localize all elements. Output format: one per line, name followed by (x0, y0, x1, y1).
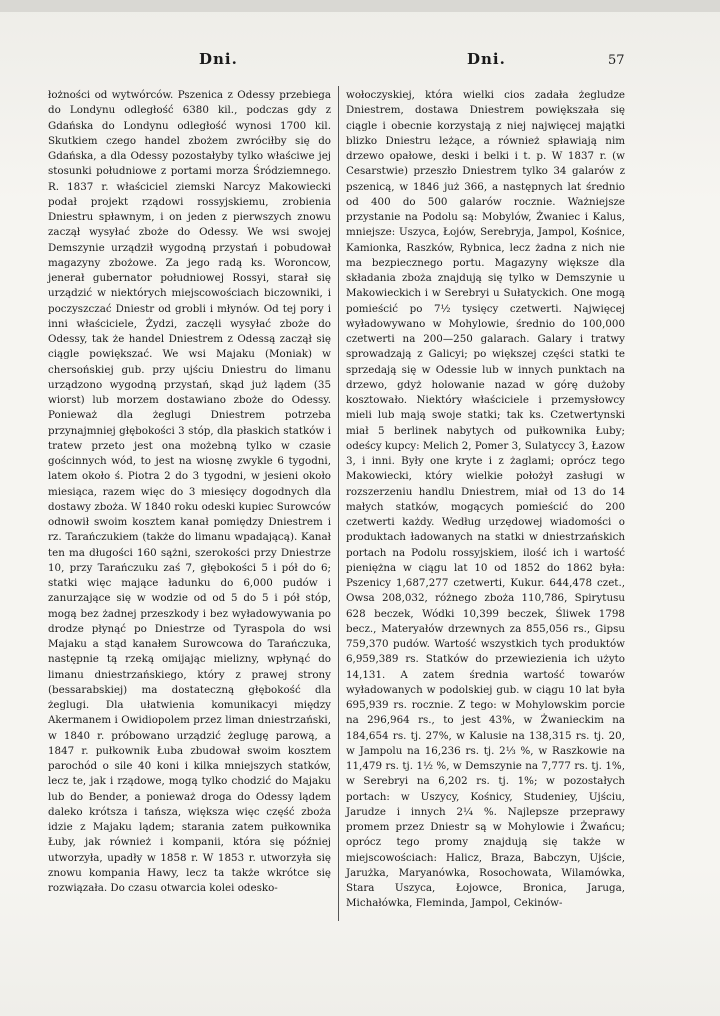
scan-top-edge (0, 0, 720, 12)
column-divider (338, 86, 339, 921)
text-column-right (346, 88, 625, 912)
running-header-center: Dni. (467, 50, 506, 68)
column-left-text: łożności od wytwórców. Pszenica z Odessy przebiega do Londynu odległość 6380 kil., podczas gdy z Gdańska do Londynu odległość wynosi 1700 kil. Skutkiem czego handel zbożem zwróciłby się do Gdańska, a dla Odessy pozostałyby tylko właściwe jej stosunki południowe z portami morza Śródziemnego. R. 1837 r. właściciel ziemski Narcyz Makowiecki podał projekt rządowi rossyjskiemu, zrobienia Dniestru spławnym, i on jeden z pierwszych znowu zaczął wysyłać zboże do Odessy. We wsi swojej Demszynie urządził wygodną przystań i pobudował magazyny zbożowe. Za jego radą ks. Woroncow, jenerał gubernator południowej Rossyi, starał się urządzić w niektórych miejscowościach biczowniki, i poczyszczać Dniestr od grobli i młynów. Od tej pory i inni właściciele, Żydzi, zaczęli wysyłać zboże do Odessy, tak że handel Dniestrem z Odessą zaczął się ciągle powiększać. We wsi Majaku (Moniak) w chersońskiej gub. przy ujściu Dniestru do limanu urządzono wygodną przystań, skąd już lądem (35 wiorst) lub morzem dostawiano zboże do Odessy. Ponieważ dla żeglugi Dniestrem potrzeba przynajmniej głębokości 3 stóp, dla płaskich statków i tratew przeto jest ona możebną tylko w czasie gościnnych wód, to jest na wiosnę zwykle 6 tygodni, latem około ś. Piotra 2 do 3 tygodni, w jesieni około miesiąca, razem więc do 3 miesięcy dogodnych dla dostawy zboża. W 1840 roku odeski kupiec Surowców odnowił swoim kosztem kanał pomiędzy Dniestrem i rz. Tarańczukiem (także do limanu wpadającą). Kanał ten ma długości 160 sążni, szerokości przy Dniestrze 10, przy Tarańczuku zaś 7, głębokości 5 i pół do 6; statki więc mające ładunku do 6,000 pudów i zanurzające się w wodzie od od 5 do 5 i pół stóp, mogą bez żadnej przeszkody i bez wyładowywania po drodze płynąć po Dniestrze od Tyraspola do wsi Majaku a stąd kanałem Surowcowa do Tarańczuka, następnie tą rzeką omijając mielizny, wpłynąć do limanu dniestrzańskiego, który z prawej strony (bessarabskiej) ma dostateczną głębokość dla żeglugi. Dla ułatwienia komunikacyi między Akermanem i Owidiopolem przez liman dniestrzański, w 1840 r. próbowano urządzić żeglugę parową, a 1847 r. pułkownik Łuba zbudował swoim kosztem parochód o sile 40 koni i kilka mniejszych statków, lecz te, jak i rządowe, mogą tylko chodzić do Majaku lub do Bender, a ponieważ droga do Odessy lądem daleko krótsza i tańsza, większa więc część zboża idzie z Majaku lądem; starania zatem pułkownika Łuby, jak również i kompanii, która się później utworzyła, upadły w 1858 r. W 1853 r. utworzyła się znowu kompania Hawy, lecz ta także wkrótce się rozwiązała. Do czasu otwarcia kolei odesko- (48, 89, 331, 894)
running-header-left: Dni. (199, 50, 238, 68)
page-number: 57 (608, 53, 625, 68)
column-right-text: wołoczyskiej, która wielki cios zadała żegludze Dniestrem, dostawa Dniestrem powiększała się ciągle i obecnie korzystają z niej najwięcej majątki blizko Dniestru leżące, a również spławiają nim drzewo opałowe, deski i belki i t. p. W 1837 r. (w Cesarstwie) przeszło Dniestrem tylko 34 galarów z pszenicą, w 1846 już 366, a następnych lat średnio od 400 do 500 galarów rocznie. Ważniejsze przystanie na Podolu są: Mobylów, Żwaniec i Kalus, mniejsze: Uszyca, Łojów, Serebryja, Jampol, Kośnice, Kamionka, Raszków, Rybnica, lecz żadna z nich nie ma bezpiecznego portu. Magazyny większe dla składania zboża znajdują się tylko w Demszynie u Makowieckich i w Serebryi u Sułatyckich. One mogą pomieścić po 7½ tysięcy czetwerti. Najwięcej wyładowywano w Mohylowie, średnio do 100,000 czetwerti na 200—250 galarach. Galary i tratwy sprowadzają z Galicyi; po większej części statki te sprzedają się w Odessie lub w innych punktach na drzewo, gdyż holowanie nazad w górę dużoby kosztowało. Niektóry właściciele i przemysłowcy mieli lub mają swoje statki; tak ks. Czetwertynski miał 5 berlinek nabytych od pułkownika Łuby; odeścy kupcy: Melich 2, Pomer 3, Sulatyccy 3, Łazow 3, i inni. Były one kryte i z żaglami; oprócz tego Makowiecki, który wielkie położył zasługi w rozszerzeniu handlu Dniestrem, miał od 13 do 14 małych statków, mogących pomieścić do 200 czetwerti każdy. Według urzędowej wiadomości o produktach ładowanych na statki w dniestrzańskich portach na Podolu rossyjskiem, ilość ich i wartość pieniężna w ciągu lat 10 od 1852 do 1862 była: Pszenicy 1,687,277 czetwerti, Kukur. 644,478 czet., Owsa 208,032, różnego zboża 110,786, Spirytusu 628 beczek, Wódki 10,399 beczek, Śliwek 1798 becz., Materyałów drzewnych za 855,056 rs., Gipsu 759,370 pudów. Wartość wszystkich tych produktów 6,959,389 rs. Statków do przewiezienia ich użyto 14,131. A zatem średnia wartość towarów wyładowanych w podolskiej gub. w ciągu 10 lat była 695,939 rs. rocznie. Z tego: w Mohylowskim porcie na 296,964 rs., to jest 43%, w Żwanieckim na 184,654 rs. tj. 27%, w Kalusie na 138,315 rs. tj. 20, w Jampolu na 16,236 rs. tj. 2⅓ %, w Raszkowie na 11,479 rs. tj. 1½ %, w Demszynie na 7,777 rs. tj. 1%, w Serebryi na 6,202 rs. tj. 1%; w pozostałych portach: w Uszycy, Kośnicy, Studeniey, Ujściu, Jarudze i innych 2¼ %. Najlepsze przeprawy promem przez Dniestr są w Mohylowie i Żwańcu; oprócz tego promy znajdują się także w miejscowościach: Halicz, Braza, Babczyn, Ujście, Jarużka, Maryanówka, Rosochowata, Wilamówka, Stara Uszyca, Łojowce, Bronica, Jaruga, Michałówka, Fleminda, Jampol, Cekinów- (346, 89, 625, 910)
text-column-left (48, 88, 331, 896)
